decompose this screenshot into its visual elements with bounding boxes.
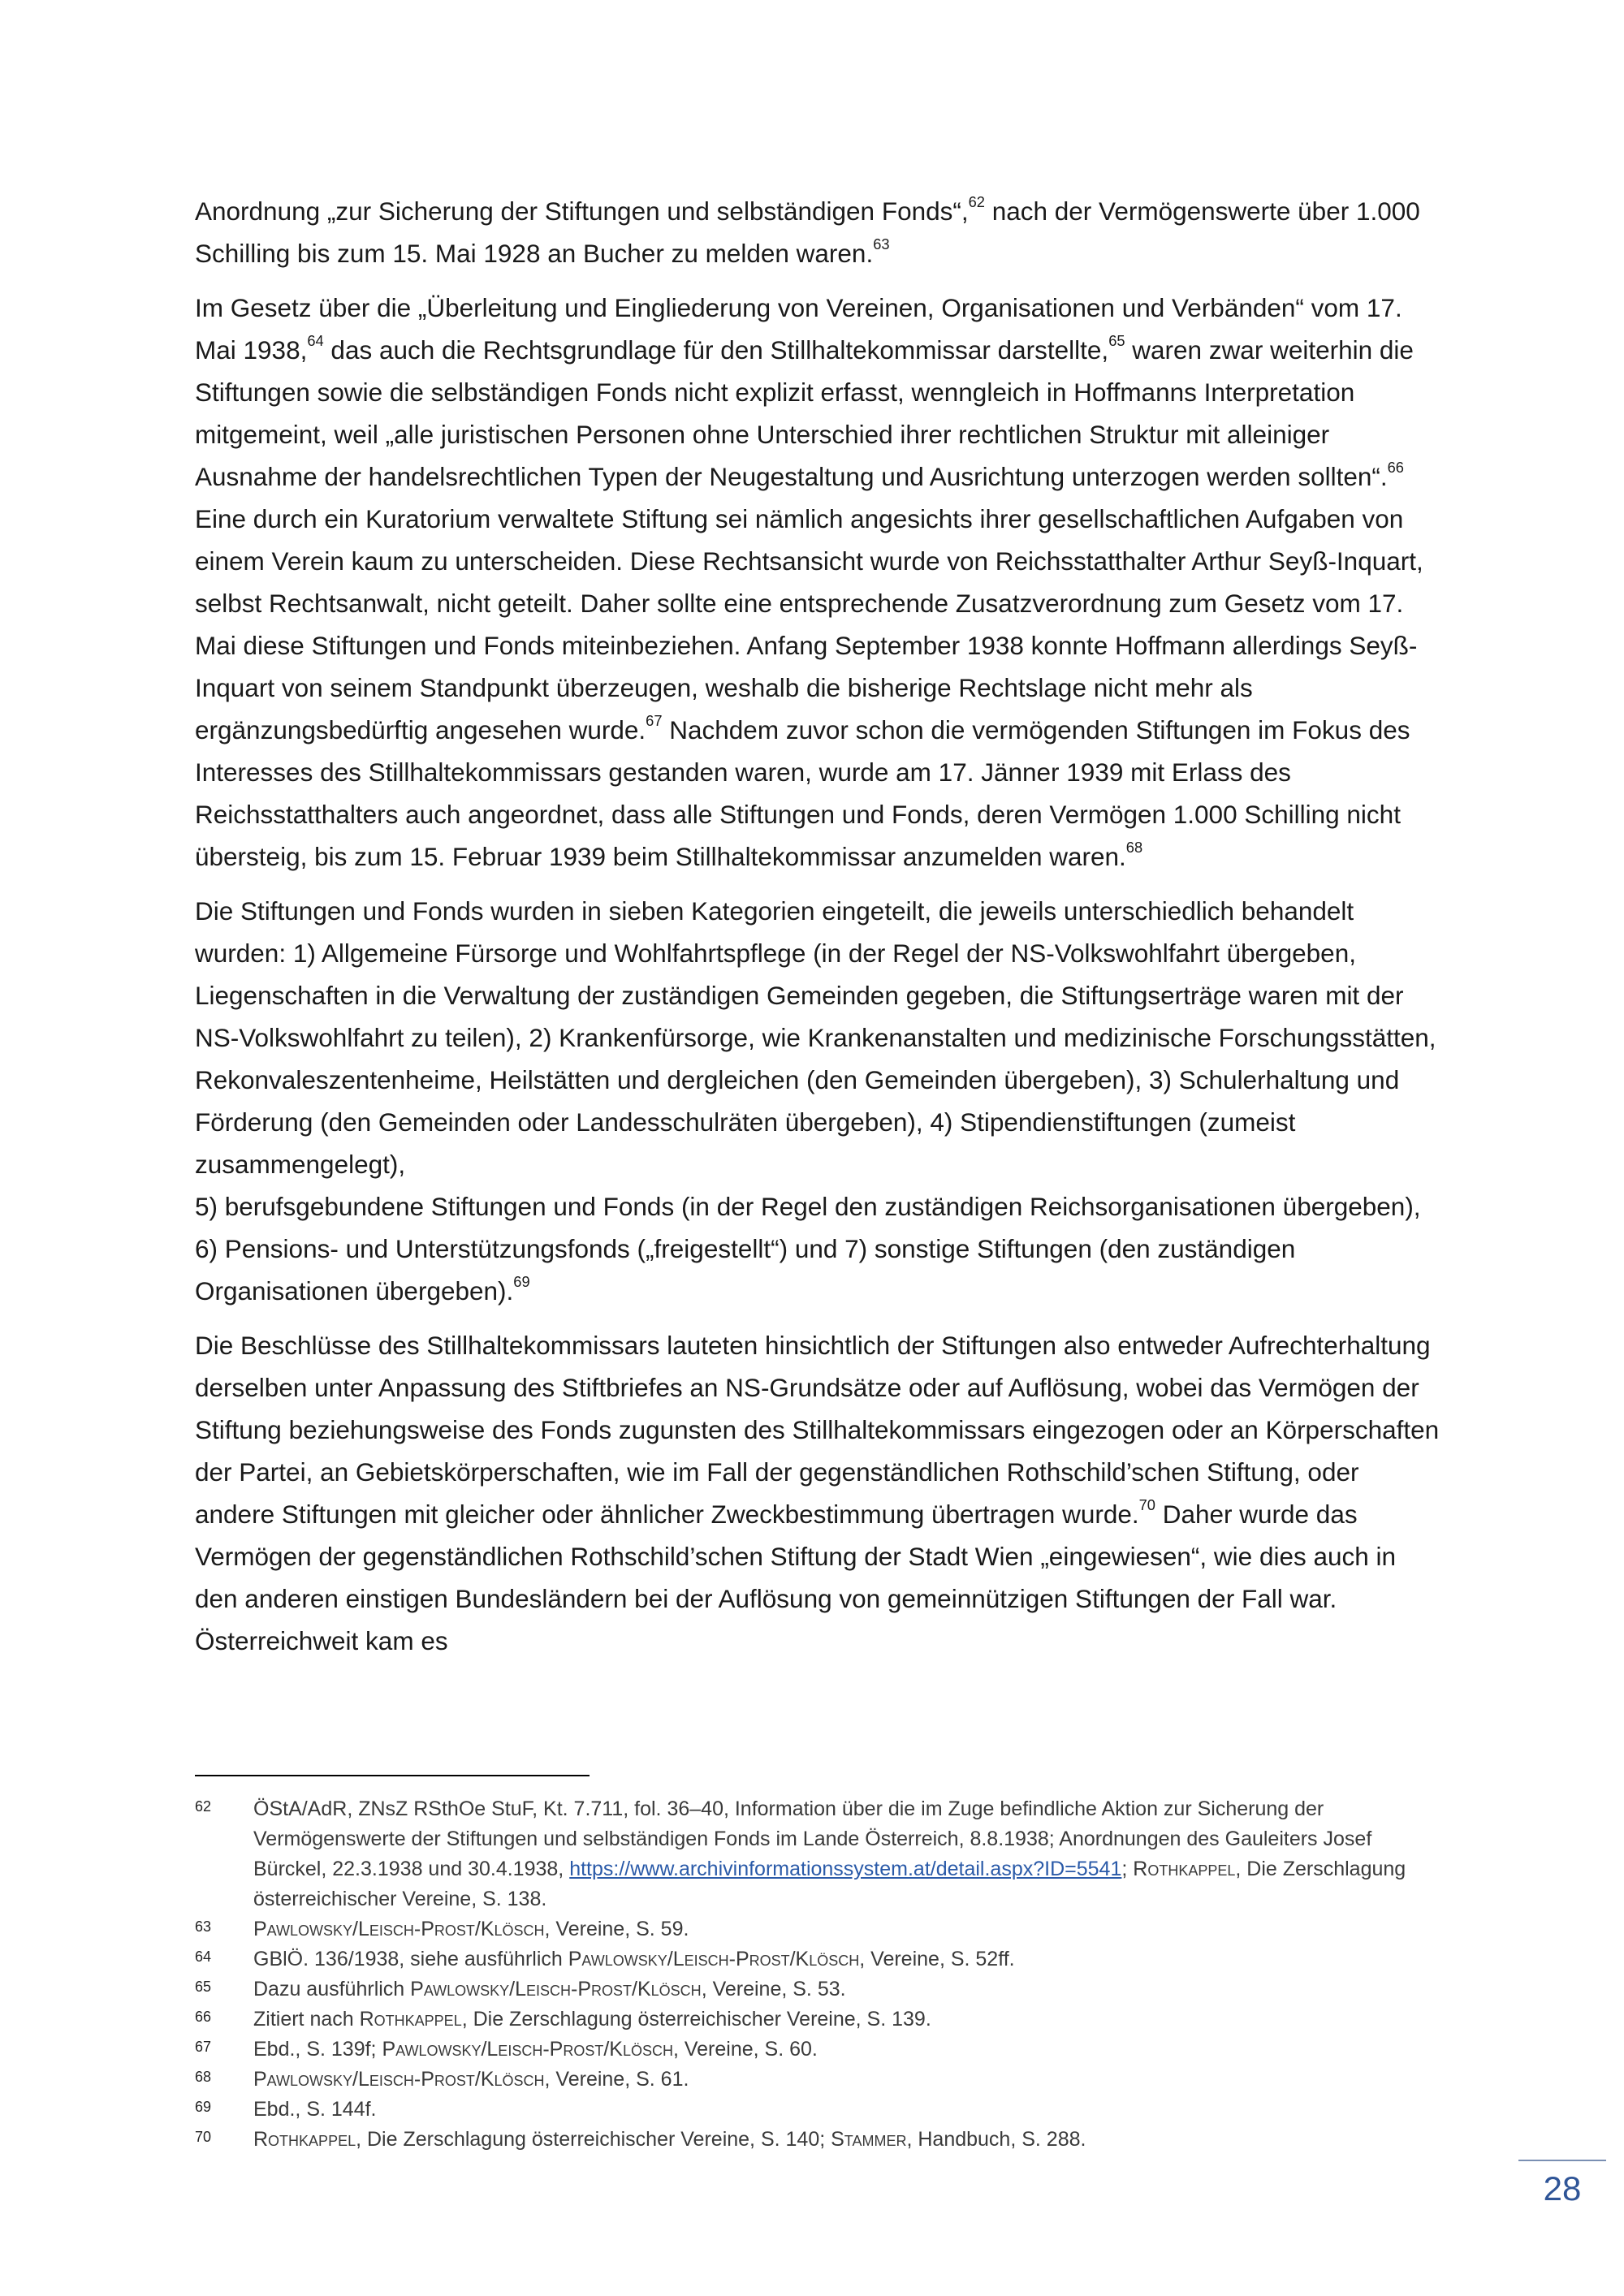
paragraph: Im Gesetz über die „Überleitung und Eingliederung von Vereinen, Organisationen und Verbänden“ vom 17. Mai 1938,64 das auch die Rechtsgrundlage für den Stillhaltekommissar darstellte,$^{65}$ waren zwar weiterhin die Stiftungen sowie die selbständigen Fonds nicht explizit erfasst, wenngleich in Hoffmanns Interpretation mitgemeint, weil „alle juristischen Personen ohne Unterschied ihrer rechtlichen Struktur mit alleiniger Ausnahme der handelsrechtlichen Typen der Neugestaltung und Ausrichtung unterzogen werden sollten“.$^{66}$ Eine durch ein Kuratorium verwaltete Stiftung sei nämlich angesichts ihrer gesellschaftlichen Aufgaben von einem Verein kaum zu unterscheiden. Diese Rechtsansicht wurde von Reichsstatthalter Arthur Seyß-Inquart, selbst Rechtsanwalt, nicht geteilt. Daher sollte eine entsprechende Zusatzverordnung zum Gesetz vom 17. Mai diese Stiftungen und Fonds miteinbeziehen. Anfang September 1938 konnte Hoffmann allerdings Seyß-Inquart von seinem Standpunkt überzeugen, weshalb die bisherige Rechtslage nicht mehr als ergänzungsbedürftig angesehen wurde.$^{67}$ Nachdem zuvor schon die vermögenden Stiftungen im Fokus des Interesses des Stillhaltekommissars gestanden waren, wurde am 17. Jänner 1939 mit Erlass des Reichsstatthalters auch angeordnet, dass alle Stiftungen und Fonds, deren Vermögen 1.000 Schilling nicht übersteig, bis zum 15. Februar 1939 beim Stillhaltekommissar anzumelden waren.$^{68}$ — [195, 293, 1423, 871]
footnote-number: 69 — [195, 2099, 212, 2115]
footnote-text: GBlÖ. 136/1938, siehe ausführlich Pawlowsky/Leisch-Prost/Klösch, Vereine, S. 52ff. — [253, 1948, 1015, 1970]
page-number-rule — [1518, 2160, 1606, 2161]
footnote-62 — [195, 1794, 1442, 1914]
footnote-69 — [195, 2095, 1442, 2125]
footnote-ref[interactable]: 70 — [1138, 1496, 1155, 1514]
footnote-65 — [195, 1974, 1442, 2005]
paragraph: Die Stiftungen und Fonds wurden in sieben Kategorien eingeteilt, die jeweils unterschiedlich behandelt wurden: 1) Allgemeine Fürsorge und Wohlfahrtspflege (in der Regel der NS-Volkswohlfahrt übergeben, Liegenschaften in die Verwaltung der zuständigen Gemeinden gegeben, die Stiftungserträge waren mit der NS-Volkswohlfahrt zu teilen), 2) Krankenfürsorge, wie Krankenanstalten und medizinische Forschungsstätten, Rekonvaleszentenheime, Heilstätten und dergleichen (den Gemeinden übergeben), 3) Schulerhaltung und Förderung (den Gemeinden oder Landesschulräten übergeben), 4) Stipendienstiftungen (zumeist zusammengelegt), 5) berufsgebundene Stiftungen und Fonds (in der Regel den zuständigen Reichsorganisationen übergeben), 6) Pensions- und Unterstützungsfonds („freigestellt“) und 7) sonstige Stiftungen (den zuständigen Organisationen übergeben).$^{69}$ — [195, 896, 1436, 1306]
paragraph: Die Beschlüsse des Stillhaltekommissars lauteten hinsichtlich der Stiftungen also entweder Aufrechterhaltung derselben unter Anpassung des Stiftbriefes an NS-Grundsätze oder auf Auflösung, wobei das Vermögen der Stiftung beziehungsweise des Fonds zugunsten des Stillhaltekommissars eingezogen oder an Körperschaften der Partei, an Gebietskörperschaften, wie im Fall der gegenständlichen Rothschild’schen Stiftung, oder andere Stiftungen mit gleicher oder ähnlicher Zweckbestimmung übertragen wurde.$^{70}$ Daher wurde das Vermögen der gegenständlichen Rothschild’schen Stiftung der Stadt Wien „eingewiesen“, wie dies auch in den anderen einstigen Bundesländern bei der Auflösung von gemeinnützigen Stiftungen der Fall war. Österreichweit kam es — [195, 1331, 1440, 1655]
footnote-number: 65 — [195, 1979, 212, 1995]
footnote-text: Ebd., S. 139f; Pawlowsky/Leisch-Prost/Klösch, Vereine, S. 60. — [253, 2038, 818, 2061]
footnote-ref[interactable]: 67 — [646, 712, 663, 730]
footnote-number: 67 — [195, 2039, 212, 2055]
footnote-63 — [195, 1914, 1442, 1944]
footnote-ref[interactable]: 64 — [307, 332, 324, 350]
footnote-text: Rothkappel, Die Zerschlagung österreichischer Vereine, S. 140; Stammer, Handbuch, S. 288. — [253, 2128, 1086, 2151]
footnote-text: Pawlowsky/Leisch-Prost/Klösch, Vereine, S. 59. — [253, 1918, 689, 1940]
footnote-text: Zitiert nach Rothkappel, Die Zerschlagung österreichischer Vereine, S. 139. — [253, 2008, 931, 2031]
footnote-text: Ebd., S. 144f. — [253, 2098, 377, 2121]
footnote-number: 66 — [195, 2009, 212, 2025]
footnote-68 — [195, 2065, 1442, 2095]
footnote-70 — [195, 2125, 1442, 2155]
footnote-ref[interactable]: 69 — [513, 1273, 530, 1291]
footnote-separator — [195, 1775, 590, 1776]
paragraph: Anordnung „zur Sicherung der Stiftungen und selbständigen Fonds“,$^{62}$ nach der Vermögenswerte über 1.000 Schilling bis zum 15. Mai 1928 an Bucher zu melden waren.$^{63}$ — [195, 193, 1420, 268]
footnote-ref[interactable]: 62 — [968, 193, 985, 211]
footnote-number: 64 — [195, 1949, 212, 1965]
page-number: 28 — [1543, 2169, 1582, 2208]
footnote-number: 63 — [195, 1918, 212, 1935]
footnote-number: 62 — [195, 1798, 212, 1815]
footnotes — [195, 1794, 1442, 2155]
footnote-ref[interactable]: 63 — [873, 235, 890, 253]
footnote-number: 68 — [195, 2069, 212, 2085]
footnote-66 — [195, 2005, 1442, 2035]
footnote-64 — [195, 1944, 1442, 1974]
main-text — [195, 190, 1442, 1674]
footnote-text: ÖStA/AdR, ZNsZ RSthOe StuF, Kt. 7.711, fol. 36–40, Information über die im Zuge befindliche Aktion zur Sicherung der Vermögenswerte der Stiftungen und selbständigen Fonds im Lande Österreich, 8.8.1938; Anordnungen des Gauleiters Josef Bürckel, 22.3.1938 und 30.4.1938, https://www.archivinformationssystem.at/detail.aspx?ID=5541; Rothkappel, Die Zerschlagung österreichischer Vereine, S. 138. — [253, 1798, 1406, 1910]
footnote-67 — [195, 2035, 1442, 2065]
footnote-text: Pawlowsky/Leisch-Prost/Klösch, Vereine, S. 61. — [253, 2068, 689, 2091]
footnote-number: 70 — [195, 2129, 212, 2145]
footnote-ref[interactable]: 68 — [1125, 839, 1143, 857]
footnote-text: Dazu ausführlich Pawlowsky/Leisch-Prost/Klösch, Vereine, S. 53. — [253, 1978, 846, 2000]
footnote-ref[interactable]: 66 — [1387, 459, 1404, 477]
archive-link[interactable]: https://www.archivinformationssystem.at/detail.aspx?ID=5541 — [569, 1858, 1122, 1880]
footnote-ref[interactable]: 65 — [1108, 332, 1125, 350]
